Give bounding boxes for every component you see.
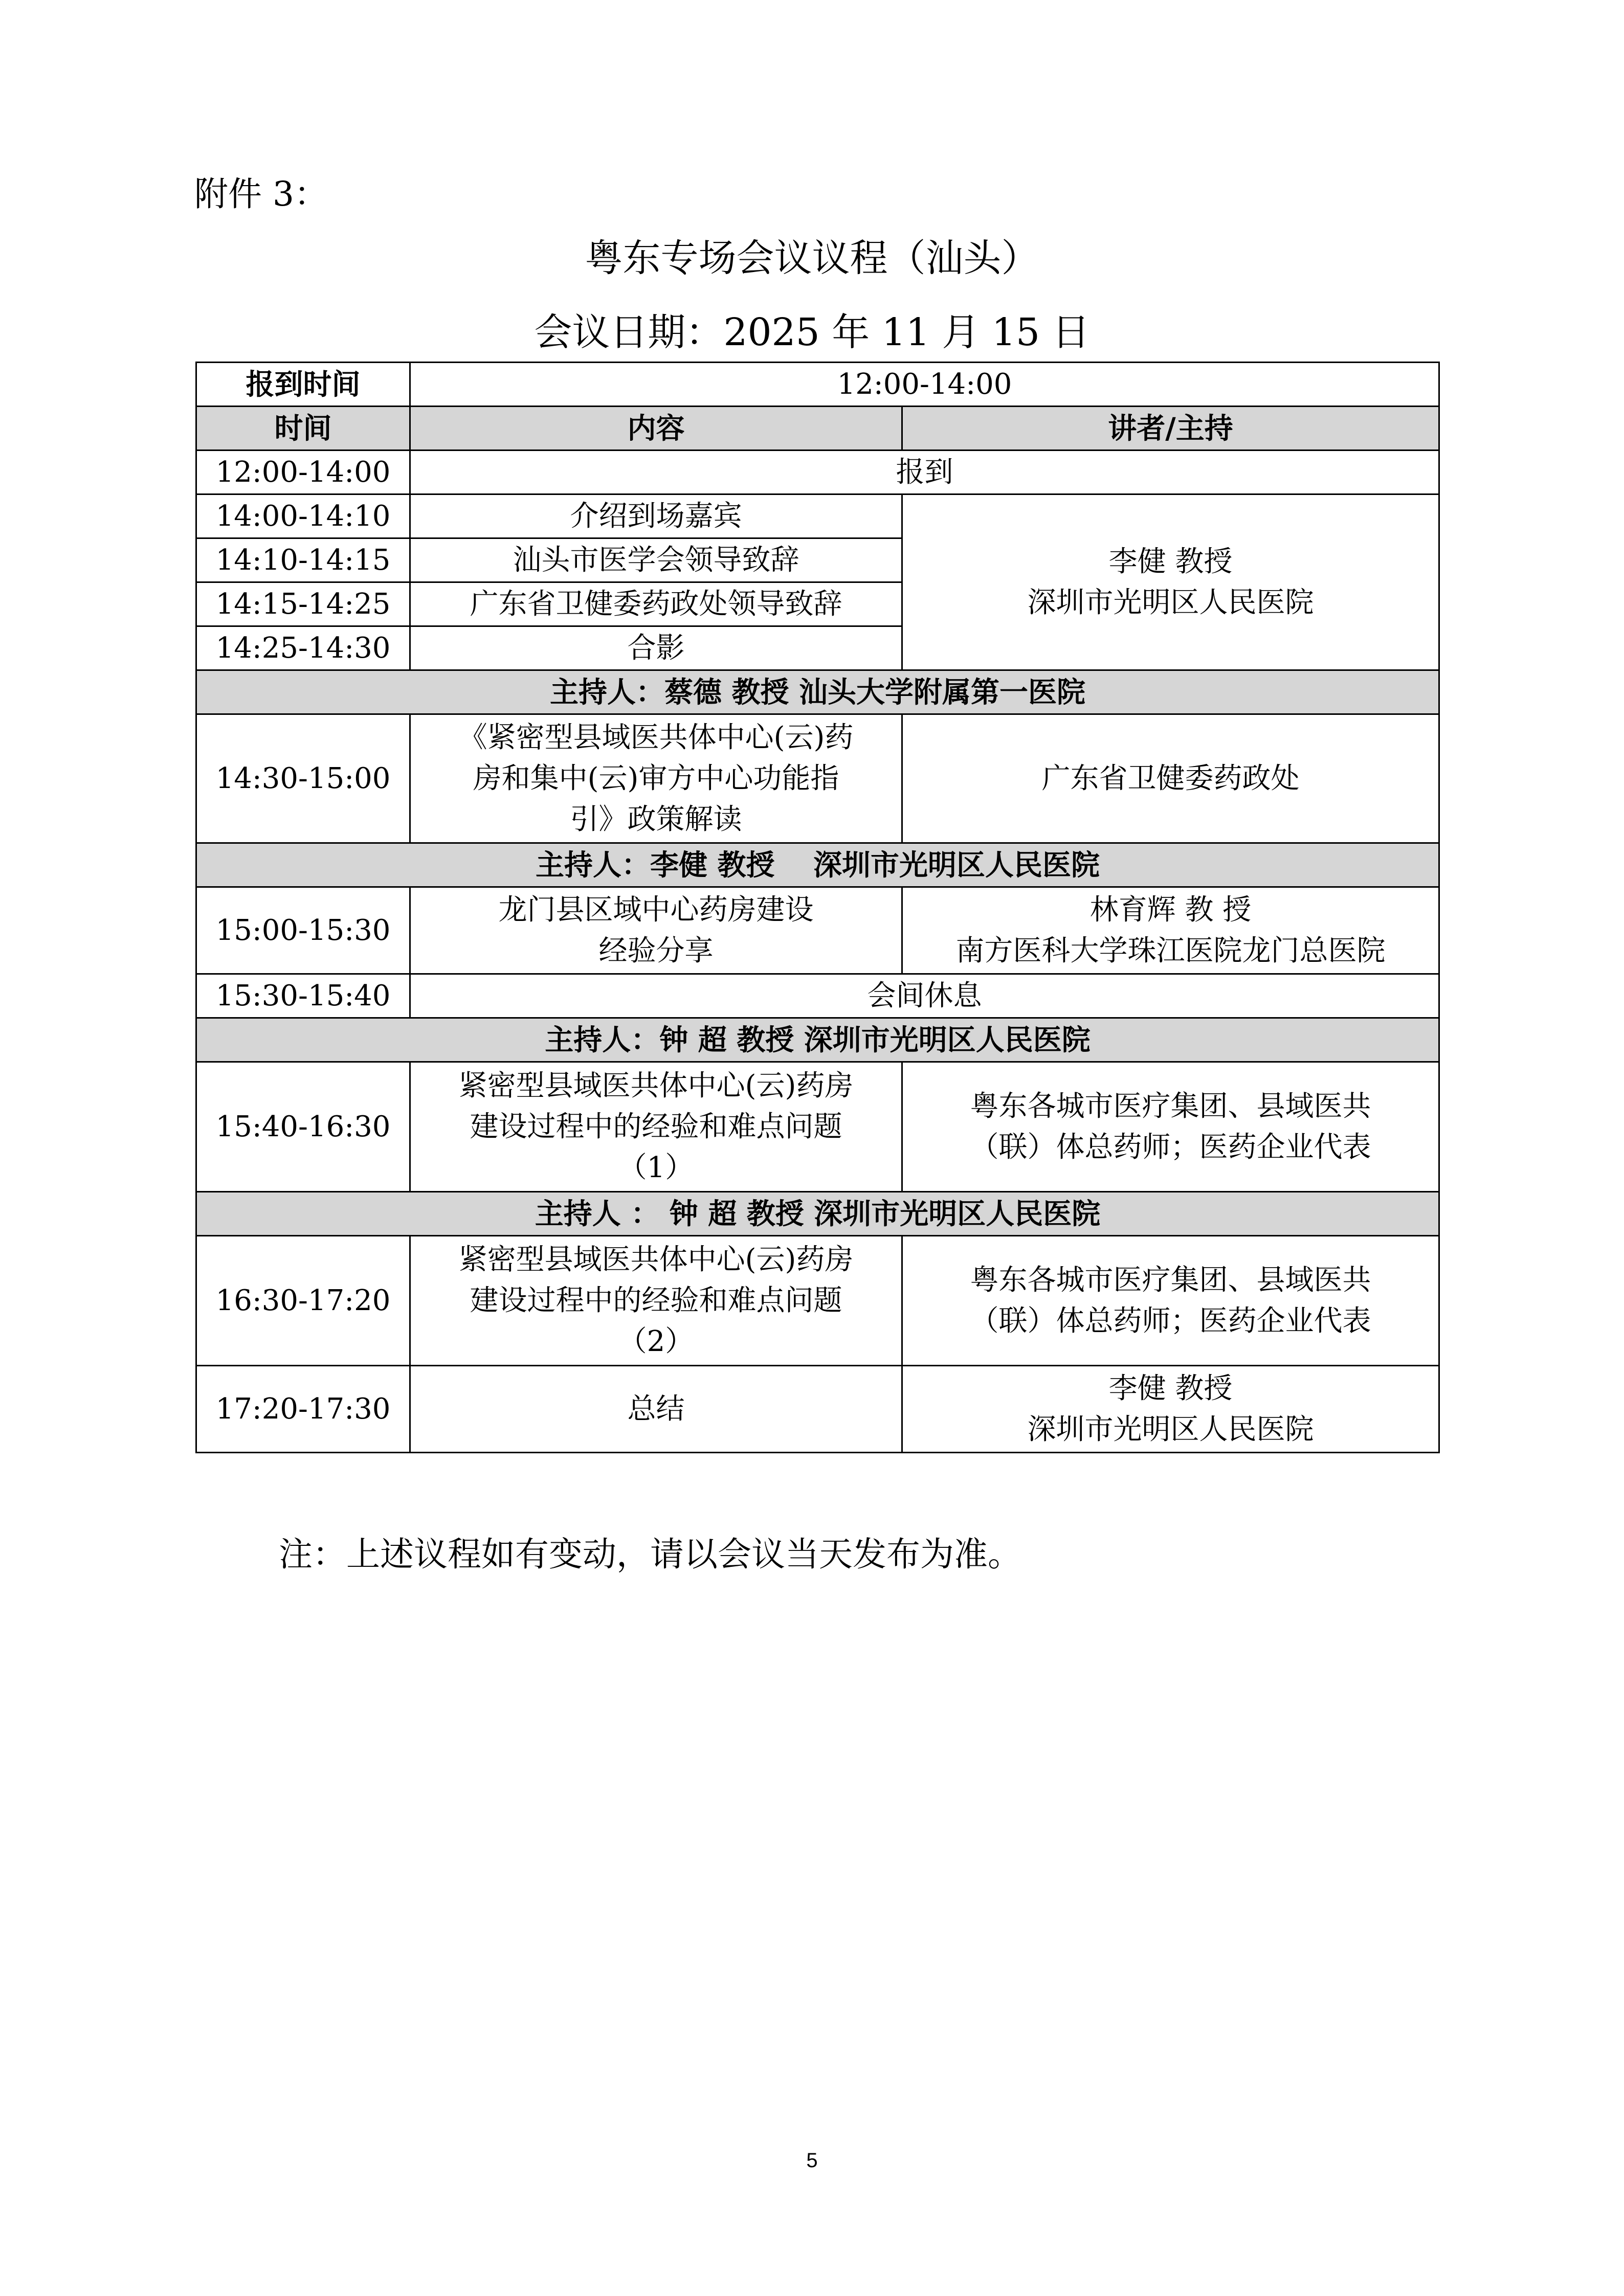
table-row <box>196 714 1439 843</box>
speaker-line: 粤东各城市医疗集团、县域医共 <box>970 1263 1371 1297</box>
host-name: 李健 教授 <box>1108 545 1233 578</box>
attachment-label: 附件 3： <box>194 174 328 214</box>
table-row <box>196 1062 1439 1192</box>
speaker-cell <box>902 1236 1439 1366</box>
time-cell: 12:00-14:00 <box>196 451 410 494</box>
moderator-row <box>196 1192 1439 1236</box>
speaker-line: 林育辉 教 授 <box>1089 893 1252 927</box>
content-line: （1） <box>618 1151 694 1184</box>
time-cell: 16:30-17:20 <box>196 1236 410 1366</box>
content-cell: 汕头市医学会领导致辞 <box>410 538 902 582</box>
content-line: 建设过程中的经验和难点问题 <box>470 1284 842 1317</box>
speaker-cell: 广东省卫健委药政处 <box>902 714 1439 843</box>
speaker-line: （联）体总药师；医药企业代表 <box>970 1304 1371 1338</box>
registration-time: 12:00-14:00 <box>410 363 1439 407</box>
table-row <box>196 1236 1439 1366</box>
content-cell <box>410 1236 902 1366</box>
time-cell: 14:25-14:30 <box>196 626 410 670</box>
content-line: 建设过程中的经验和难点问题 <box>470 1110 842 1143</box>
time-cell: 14:15-14:25 <box>196 582 410 626</box>
document-title: 粤东专场会议议程（汕头） <box>585 236 1039 280</box>
content-line: 经验分享 <box>598 934 714 967</box>
time-cell: 14:00-14:10 <box>196 494 410 538</box>
speaker-line: 南方医科大学珠江医院龙门总医院 <box>955 934 1386 967</box>
registration-label: 报到时间 <box>196 363 410 407</box>
agenda-note: 注：上述议程如有变动，请以会议当天发布为准。 <box>279 1535 1021 1574</box>
moderator-row <box>196 843 1439 887</box>
moderator-label: 主持人：蔡德 教授 汕头大学附属第一医院 <box>196 670 1439 714</box>
time-cell: 15:00-15:30 <box>196 887 410 974</box>
content-cell: 介绍到场嘉宾 <box>410 494 902 538</box>
table-row <box>196 494 1439 538</box>
content-line: 紧密型县域医共体中心(云)药房 <box>458 1069 854 1102</box>
content-cell: 总结 <box>410 1366 902 1453</box>
moderator-label: 主持人 ： 钟 超 教授 深圳市光明区人民医院 <box>196 1192 1439 1236</box>
speaker-name: 李健 教授 <box>1108 1371 1233 1405</box>
speaker-cell <box>902 887 1439 974</box>
content-cell <box>410 887 902 974</box>
time-cell: 15:40-16:30 <box>196 1062 410 1192</box>
content-cell: 会间休息 <box>410 974 1439 1018</box>
moderator-row <box>196 670 1439 714</box>
content-line: 引》政策解读 <box>570 802 742 836</box>
header-row <box>196 407 1439 451</box>
header-content: 内容 <box>410 407 902 451</box>
table-row <box>196 1366 1439 1453</box>
time-cell: 17:20-17:30 <box>196 1366 410 1453</box>
moderator-label: 主持人：钟 超 教授 深圳市光明区人民医院 <box>196 1018 1439 1062</box>
speaker-cell <box>902 1366 1439 1453</box>
break-row <box>196 974 1439 1018</box>
header-speaker: 讲者/主持 <box>902 407 1439 451</box>
content-line: 《紧密型县域医共体中心(云)药 <box>458 721 854 754</box>
meeting-date: 会议日期：2025 年 11 月 15 日 <box>534 310 1090 354</box>
agenda-table <box>195 362 1440 1453</box>
content-line: （2） <box>618 1324 694 1358</box>
table-row <box>196 451 1439 494</box>
content-cell <box>410 1062 902 1192</box>
content-line: 龙门县区域中心药房建设 <box>498 893 814 927</box>
content-cell: 广东省卫健委药政处领导致辞 <box>410 582 902 626</box>
moderator-row <box>196 1018 1439 1062</box>
time-cell: 14:10-14:15 <box>196 538 410 582</box>
header-time: 时间 <box>196 407 410 451</box>
speaker-organization: 深圳市光明区人民医院 <box>1027 1412 1314 1446</box>
speaker-cell <box>902 1062 1439 1192</box>
content-line: 紧密型县域医共体中心(云)药房 <box>458 1243 854 1276</box>
moderator-label: 主持人：李健 教授 深圳市光明区人民医院 <box>196 843 1439 887</box>
host-organization: 深圳市光明区人民医院 <box>1027 586 1314 619</box>
content-cell: 报到 <box>410 451 1439 494</box>
page-number: 5 <box>806 2149 818 2172</box>
speaker-line: 粤东各城市医疗集团、县域医共 <box>970 1089 1371 1123</box>
registration-row <box>196 363 1439 407</box>
speaker-line: （联）体总药师；医药企业代表 <box>970 1130 1371 1164</box>
content-line: 房和集中(云)审方中心功能指 <box>473 761 839 795</box>
opening-host-cell <box>902 494 1439 670</box>
content-cell: 合影 <box>410 626 902 670</box>
time-cell: 15:30-15:40 <box>196 974 410 1018</box>
table-row <box>196 887 1439 974</box>
content-cell <box>410 714 902 843</box>
time-cell: 14:30-15:00 <box>196 714 410 843</box>
